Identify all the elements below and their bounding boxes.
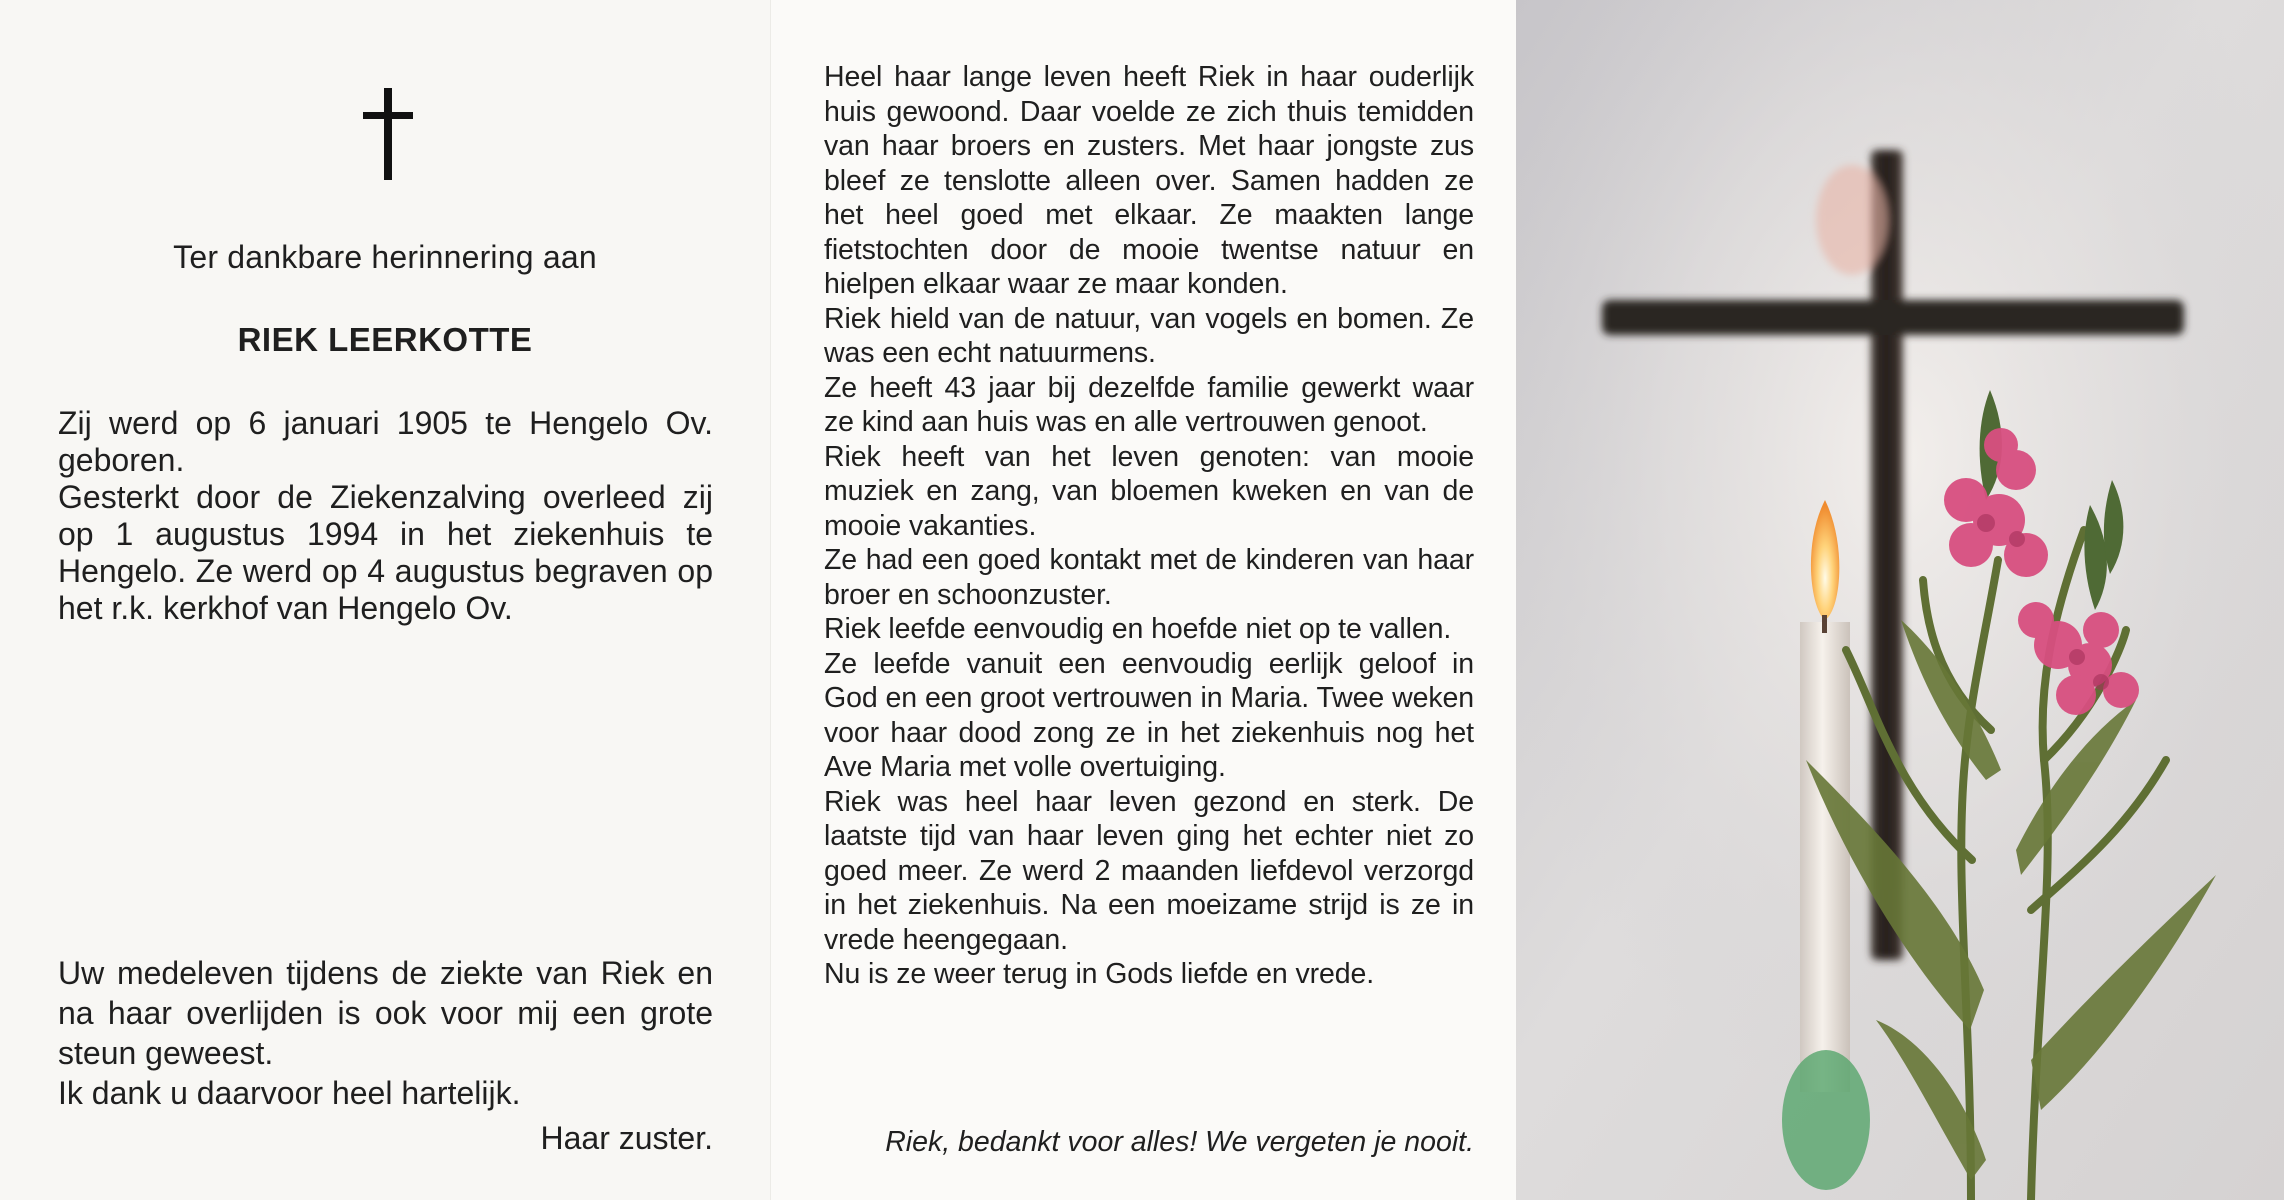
death-burial-paragraph: Gesterkt door de Ziekenzalving overleed zij op 1 augustus 1994 in het ziekenhuis te Hengelo. Ze werd op 4 augustus begraven op het r.k. kerkhof van Hengelo Ov. [58, 479, 713, 626]
birth-paragraph: Zij werd op 6 januari 1905 te Hengelo Ov. geboren. [58, 405, 713, 478]
latin-cross-icon [360, 88, 416, 180]
deceased-name: RIEK LEERKOTTE [237, 321, 533, 358]
story-paragraph-6: Riek leefde eenvoudig en hoefde niet op te vallen. [824, 613, 1452, 645]
story-paragraph-2: Riek hield van de natuur, van vogels en bomen. Ze was een echt natuurmens. [824, 302, 1474, 369]
left-panel [0, 0, 770, 1200]
cross-candle-flower-photo [1516, 0, 2284, 1200]
thanks-paragraph-2: Ik dank u daarvoor heel hartelijk. [58, 1075, 521, 1111]
memorial-intro: Ter dankbare herinnering aan [173, 239, 597, 275]
closing-italic-line: Riek, bedankt voor alles! We vergeten je nooit. [885, 1126, 1474, 1158]
thanks-paragraph-1: Uw medeleven tijdens de ziekte van Riek en na haar overlijden is ook voor mij een grote steun geweest. [58, 955, 713, 1071]
signature-line: Haar zuster. [540, 1120, 713, 1156]
story-paragraph-3: Ze heeft 43 jaar bij dezelfde familie gewerkt waar ze kind aan huis was en alle vertrouwen genoot. [824, 371, 1474, 438]
story-paragraph-9: Nu is ze weer terug in Gods liefde en vrede. [824, 958, 1375, 990]
story-paragraph-4: Riek heeft van het leven genoten: van mooie muziek en zang, van bloemen kweken en van de mooie vakanties. [824, 440, 1474, 542]
right-panel [1516, 0, 2284, 1200]
middle-panel [770, 0, 1517, 1200]
story-paragraph-7: Ze leefde vanuit een eenvoudig eerlijk geloof in God en een groot vertrouwen in Maria. Twee weken voor haar dood zong ze in het ziekenhuis nog het Ave Maria met volle overtuiging. [824, 647, 1474, 783]
story-paragraph-5: Ze had een goed kontakt met de kinderen van haar broer en schoonzuster. [824, 544, 1474, 611]
thank-you-text [58, 953, 713, 1113]
biography-text [58, 405, 713, 627]
story-paragraph-8: Riek was heel haar leven gezond en sterk. De laatste tijd van haar leven ging het echter niet zo goed meer. Ze werd 2 maanden liefdevol verzorgd in het ziekenhuis. Na een moeizame strijd is ze in vrede heengegaan. [824, 785, 1474, 956]
life-story [824, 60, 1474, 992]
story-paragraph-1: Heel haar lange leven heeft Riek in haar ouderlijk huis gewoond. Daar voelde ze zich thuis temidden van haar broers en zusters. Met haar jongste zus bleef ze tenslotte alleen over. Samen hadden ze het heel goed met elkaar. Ze maakten lange fietstochten door de mooie twentse natuur en hielpen elkaar waar ze maar konden. [824, 61, 1474, 300]
